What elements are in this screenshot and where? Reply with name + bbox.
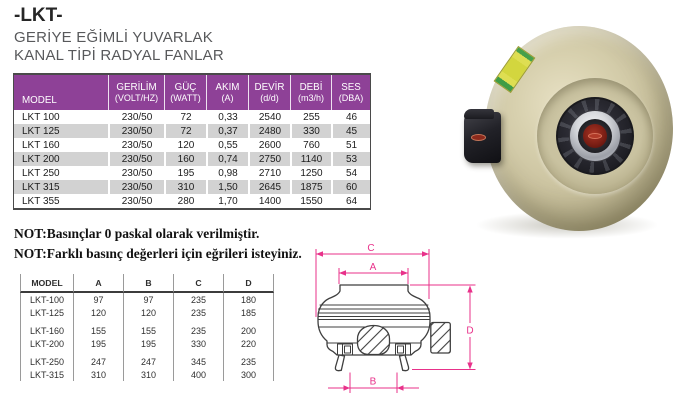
page-title: -LKT- [14, 5, 63, 26]
table-cell: 230/50 [108, 166, 164, 180]
table-cell: 235 [224, 355, 274, 368]
table-cell: 230/50 [108, 124, 164, 138]
table-cell: 247 [74, 355, 124, 368]
dimension-table-container [20, 274, 274, 381]
table-cell: 247 [124, 355, 174, 368]
table-cell: 1400 [248, 194, 290, 208]
table-cell: LKT 315 [14, 180, 108, 194]
dim-col-c: C [174, 274, 224, 293]
table-cell: 310 [164, 180, 206, 194]
table-cell: 195 [164, 166, 206, 180]
dim-header-row [20, 274, 274, 293]
table-cell: 310 [74, 368, 124, 381]
table-cell: LKT 355 [22, 195, 60, 207]
table-cell: LKT-250 [20, 355, 74, 368]
table-cell: 330 [174, 337, 224, 350]
table-cell: 230/50 [108, 194, 164, 208]
dim-label-a: A [369, 262, 377, 273]
table-cell: 51 [331, 138, 370, 152]
table-cell: 280 [164, 194, 206, 208]
table-cell: 120 [74, 306, 124, 319]
fan-outline [318, 285, 450, 371]
dim-col-b: B [124, 274, 174, 293]
spec-col-model: MODEL [14, 75, 108, 110]
dim-label-d: D [466, 325, 474, 337]
hub-logo-badge [588, 133, 602, 139]
table-cell: 1550 [290, 194, 331, 208]
junction-box [464, 112, 501, 163]
table-row [14, 110, 370, 124]
table-row [14, 138, 370, 152]
table-row [20, 355, 274, 368]
table-cell: LKT 160 [22, 139, 60, 151]
table-cell: 2540 [248, 110, 290, 124]
table-cell: 195 [124, 337, 174, 350]
table-row [14, 180, 370, 194]
table-cell: 72 [164, 124, 206, 138]
table-cell: 230/50 [108, 180, 164, 194]
spec-col-noise: SES (DBA) [331, 75, 370, 110]
table-cell: 1875 [290, 180, 331, 194]
junction-box-logo [471, 134, 486, 141]
table-cell: 400 [174, 368, 224, 381]
table-cell: 155 [124, 324, 174, 337]
table-cell: 46 [331, 110, 370, 124]
table-cell: 0,33 [206, 110, 248, 124]
table-row [20, 337, 274, 350]
table-cell: 1,70 [206, 194, 248, 208]
dim-col-model: MODEL [20, 274, 74, 293]
table-cell: 230/50 [108, 138, 164, 152]
table-cell: 2710 [248, 166, 290, 180]
table-cell: 330 [290, 124, 331, 138]
spec-table [13, 73, 371, 210]
table-row [20, 324, 274, 337]
table-cell: 300 [224, 368, 274, 381]
spec-col-airflow: DEBİ (m3/h) [290, 75, 331, 110]
dim-label-c: C [367, 243, 375, 254]
table-cell: LKT 100 [22, 111, 60, 123]
table-cell: 0,98 [206, 166, 248, 180]
dimension-table [20, 274, 274, 381]
table-row [20, 306, 274, 319]
dim-col-d: D [224, 274, 274, 293]
spec-header-row [14, 75, 370, 110]
table-cell: 760 [290, 138, 331, 152]
spec-table-container [13, 73, 371, 210]
table-cell: 2480 [248, 124, 290, 138]
table-cell: 160 [164, 152, 206, 166]
dimension-lines [316, 249, 476, 393]
subtitle-line-1: GERİYE EĞİMLİ YUVARLAK [14, 29, 213, 46]
table-cell: 0,37 [206, 124, 248, 138]
table-cell: 97 [74, 293, 124, 306]
table-cell: 120 [124, 306, 174, 319]
table-cell: LKT-125 [20, 306, 74, 319]
table-cell: 97 [124, 293, 174, 306]
table-cell: LKT 250 [22, 167, 60, 179]
subtitle-line-2: KANAL TİPİ RADYAL FANLAR [14, 47, 224, 64]
table-cell: 195 [74, 337, 124, 350]
table-cell: LKT-200 [20, 337, 74, 350]
note-curves: NOT:Farklı basınç değerleri için eğrileri isteyiniz. [14, 246, 302, 261]
table-cell: LKT 200 [14, 152, 108, 166]
table-row [14, 152, 370, 166]
table-cell: 345 [174, 355, 224, 368]
note-pressure: NOT:Basınçlar 0 paskal olarak verilmiştir. [14, 226, 260, 241]
table-cell: 60 [331, 180, 370, 194]
table-cell: 235 [174, 324, 224, 337]
table-row [14, 166, 370, 180]
table-cell: 220 [224, 337, 274, 350]
spec-col-current: AKIM (A) [206, 75, 248, 110]
spec-col-voltage: GERİLİM (VOLT/HZ) [108, 75, 164, 110]
table-row [20, 293, 274, 306]
table-cell: 230/50 [108, 110, 164, 124]
table-cell: 1,50 [206, 180, 248, 194]
table-cell: 235 [174, 293, 224, 306]
table-cell: 1250 [290, 166, 331, 180]
table-cell: 255 [290, 110, 331, 124]
technical-drawing [300, 240, 530, 415]
table-cell: 45 [331, 124, 370, 138]
table-cell: 155 [74, 324, 124, 337]
dimension-table-body [20, 293, 274, 381]
table-cell: 185 [224, 306, 274, 319]
table-cell: 2750 [248, 152, 290, 166]
table-cell: LKT-160 [20, 324, 74, 337]
table-cell: 2645 [248, 180, 290, 194]
table-cell: 53 [331, 152, 370, 166]
table-cell: 64 [331, 194, 370, 208]
spec-col-rpm: DEVİR (d/d) [248, 75, 290, 110]
table-cell: 1140 [290, 152, 331, 166]
table-cell: 0,55 [206, 138, 248, 152]
table-cell: LKT-100 [20, 293, 74, 306]
table-row [20, 368, 274, 381]
table-cell: 180 [224, 293, 274, 306]
table-cell: 0,74 [206, 152, 248, 166]
table-cell: 54 [331, 166, 370, 180]
table-cell: 120 [164, 138, 206, 152]
table-cell: 310 [124, 368, 174, 381]
dim-col-a: A [74, 274, 124, 293]
table-cell: 72 [164, 110, 206, 124]
page-subtitle [14, 29, 224, 65]
table-cell: 235 [174, 306, 224, 319]
table-cell: 200 [224, 324, 274, 337]
dim-label-b: B [369, 376, 377, 388]
table-row [14, 124, 370, 138]
spec-col-power: GÜÇ (WATT) [164, 75, 206, 110]
product-photo [440, 6, 687, 248]
table-cell: 2600 [248, 138, 290, 152]
table-row [14, 194, 370, 208]
table-cell: LKT-315 [20, 368, 74, 381]
table-cell: LKT 125 [14, 124, 108, 138]
table-cell: 230/50 [108, 152, 164, 166]
spec-table-body [14, 110, 370, 208]
